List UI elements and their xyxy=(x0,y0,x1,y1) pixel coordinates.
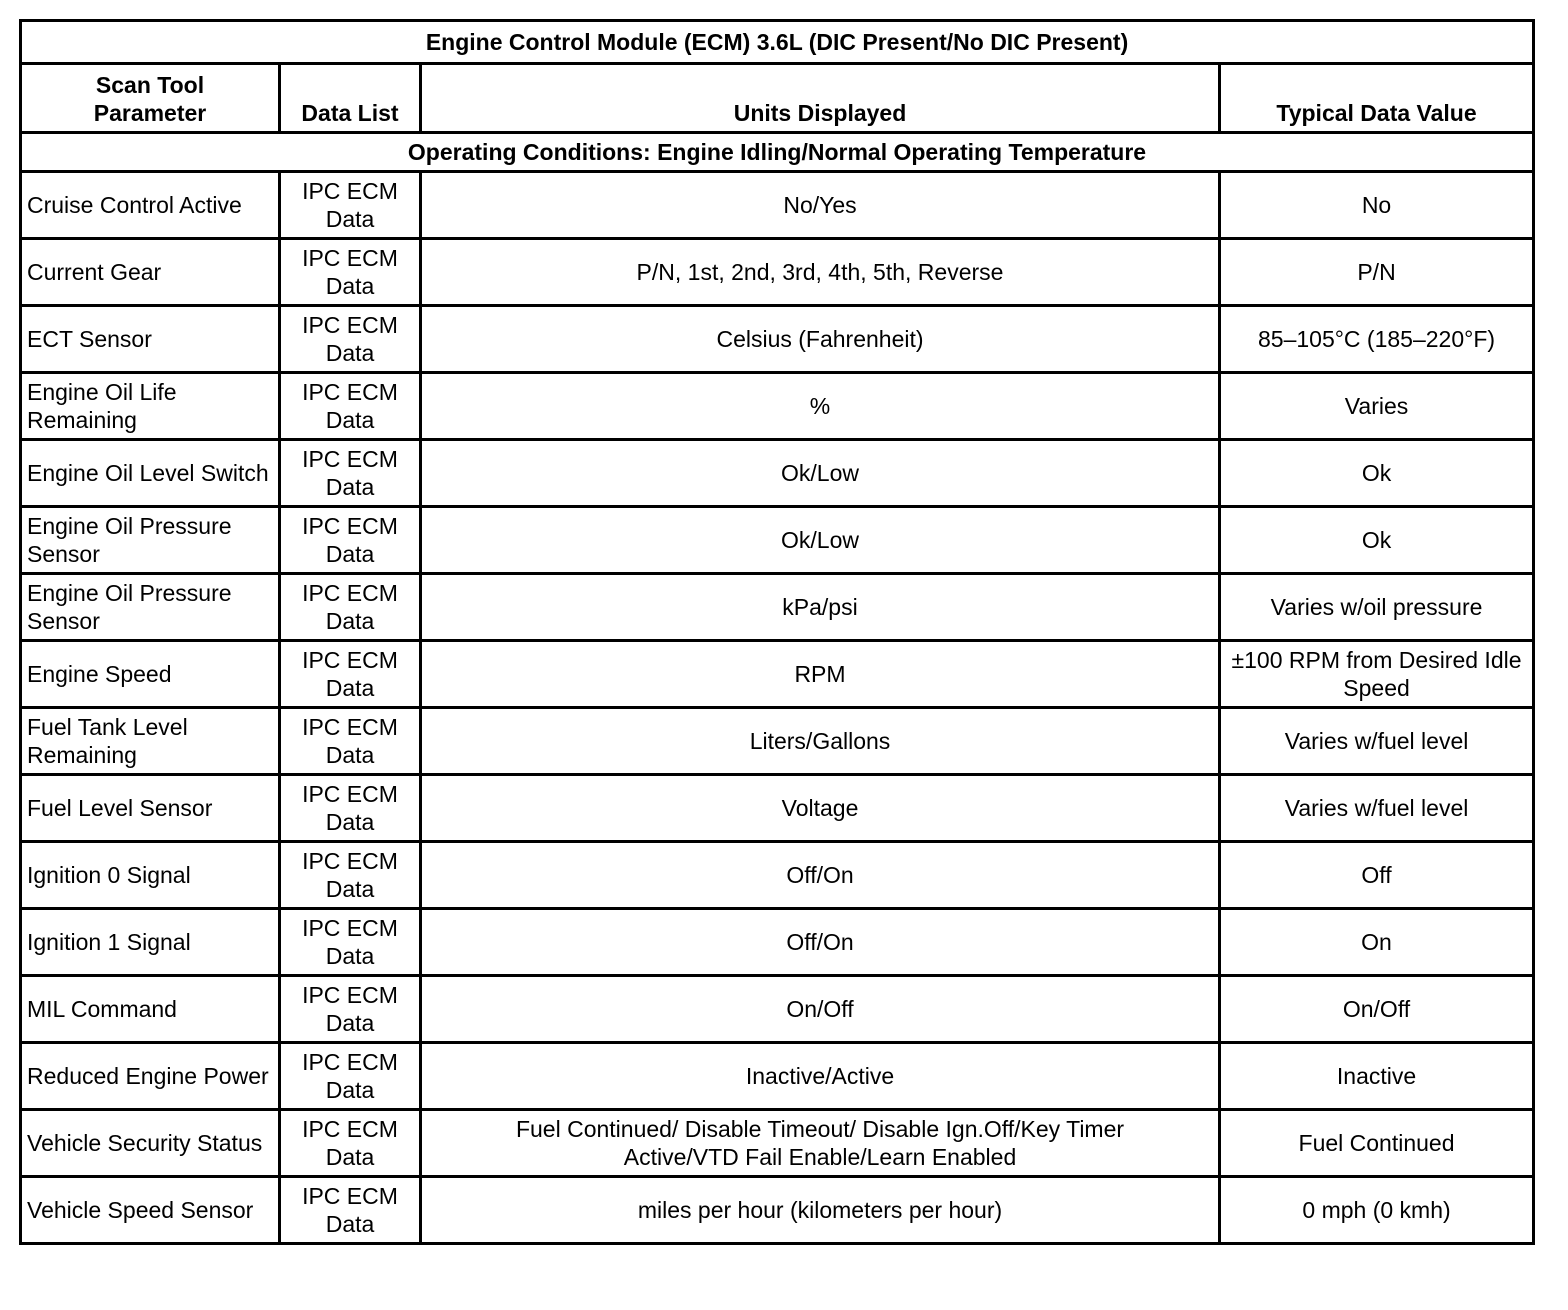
row-parameter: Engine Speed xyxy=(21,641,280,708)
row-data-list: IPC ECM Data xyxy=(280,976,421,1043)
row-parameter: MIL Command xyxy=(21,976,280,1043)
row-parameter: Engine Oil Life Remaining xyxy=(21,373,280,440)
row-data-list: IPC ECM Data xyxy=(280,641,421,708)
row-units: Voltage xyxy=(421,775,1220,842)
row-data-list: IPC ECM Data xyxy=(280,440,421,507)
row-typical: 0 mph (0 kmh) xyxy=(1220,1177,1534,1244)
row-units: miles per hour (kilometers per hour) xyxy=(421,1177,1220,1244)
row-data-list: IPC ECM Data xyxy=(280,708,421,775)
header-units: Units Displayed xyxy=(421,64,1220,133)
row-data-list: IPC ECM Data xyxy=(280,306,421,373)
table-row xyxy=(21,641,1534,708)
table-row xyxy=(21,507,1534,574)
row-typical: ±100 RPM from Desired Idle Speed xyxy=(1220,641,1534,708)
table-title-row xyxy=(21,21,1534,64)
header-typical: Typical Data Value xyxy=(1220,64,1534,133)
row-data-list: IPC ECM Data xyxy=(280,239,421,306)
row-units: Celsius (Fahrenheit) xyxy=(421,306,1220,373)
row-units: Off/On xyxy=(421,842,1220,909)
row-typical: Varies xyxy=(1220,373,1534,440)
row-parameter: ECT Sensor xyxy=(21,306,280,373)
row-units: No/Yes xyxy=(421,172,1220,239)
row-typical: Varies w/fuel level xyxy=(1220,708,1534,775)
row-typical: Inactive xyxy=(1220,1043,1534,1110)
row-parameter: Engine Oil Level Switch xyxy=(21,440,280,507)
row-typical: 85–105°C (185–220°F) xyxy=(1220,306,1534,373)
row-parameter: Vehicle Security Status xyxy=(21,1110,280,1177)
section-row xyxy=(21,133,1534,172)
table-row xyxy=(21,440,1534,507)
table-row xyxy=(21,373,1534,440)
section-title: Operating Conditions: Engine Idling/Normal Operating Temperature xyxy=(21,133,1534,172)
row-parameter: Reduced Engine Power xyxy=(21,1043,280,1110)
row-data-list: IPC ECM Data xyxy=(280,373,421,440)
table-row xyxy=(21,1110,1534,1177)
table-row xyxy=(21,172,1534,239)
row-units: P/N, 1st, 2nd, 3rd, 4th, 5th, Reverse xyxy=(421,239,1220,306)
row-data-list: IPC ECM Data xyxy=(280,1043,421,1110)
row-units: Ok/Low xyxy=(421,507,1220,574)
row-typical: No xyxy=(1220,172,1534,239)
row-typical: On xyxy=(1220,909,1534,976)
row-data-list: IPC ECM Data xyxy=(280,574,421,641)
row-data-list: IPC ECM Data xyxy=(280,507,421,574)
table-title: Engine Control Module (ECM) 3.6L (DIC Present/No DIC Present) xyxy=(21,21,1534,64)
ecm-data-table xyxy=(19,19,1535,1245)
row-typical: Ok xyxy=(1220,440,1534,507)
row-typical: Ok xyxy=(1220,507,1534,574)
table-row xyxy=(21,842,1534,909)
row-typical: Off xyxy=(1220,842,1534,909)
row-units: RPM xyxy=(421,641,1220,708)
row-parameter: Current Gear xyxy=(21,239,280,306)
row-typical: Fuel Continued xyxy=(1220,1110,1534,1177)
row-units: Off/On xyxy=(421,909,1220,976)
table-row xyxy=(21,239,1534,306)
row-typical: On/Off xyxy=(1220,976,1534,1043)
row-data-list: IPC ECM Data xyxy=(280,1177,421,1244)
table-row xyxy=(21,976,1534,1043)
table-row xyxy=(21,1043,1534,1110)
table-row xyxy=(21,1177,1534,1244)
row-units: Ok/Low xyxy=(421,440,1220,507)
row-parameter: Cruise Control Active xyxy=(21,172,280,239)
row-parameter: Engine Oil Pressure Sensor xyxy=(21,574,280,641)
row-parameter: Engine Oil Pressure Sensor xyxy=(21,507,280,574)
header-data-list: Data List xyxy=(280,64,421,133)
row-parameter: Fuel Tank Level Remaining xyxy=(21,708,280,775)
table-row xyxy=(21,909,1534,976)
row-units: kPa/psi xyxy=(421,574,1220,641)
row-parameter: Ignition 0 Signal xyxy=(21,842,280,909)
row-data-list: IPC ECM Data xyxy=(280,775,421,842)
row-typical: P/N xyxy=(1220,239,1534,306)
row-units: On/Off xyxy=(421,976,1220,1043)
header-row xyxy=(21,64,1534,133)
row-data-list: IPC ECM Data xyxy=(280,842,421,909)
row-typical: Varies w/fuel level xyxy=(1220,775,1534,842)
row-units: Inactive/Active xyxy=(421,1043,1220,1110)
row-units: Fuel Continued/ Disable Timeout/ Disable Ign.Off/Key Timer Active/VTD Fail Enable/Learn Enabled xyxy=(421,1110,1220,1177)
header-parameter: Scan Tool Parameter xyxy=(21,64,280,133)
row-units: Liters/Gallons xyxy=(421,708,1220,775)
row-units: % xyxy=(421,373,1220,440)
table-row xyxy=(21,574,1534,641)
row-parameter: Fuel Level Sensor xyxy=(21,775,280,842)
row-data-list: IPC ECM Data xyxy=(280,909,421,976)
row-typical: Varies w/oil pressure xyxy=(1220,574,1534,641)
table-row xyxy=(21,708,1534,775)
row-data-list: IPC ECM Data xyxy=(280,1110,421,1177)
row-data-list: IPC ECM Data xyxy=(280,172,421,239)
row-parameter: Ignition 1 Signal xyxy=(21,909,280,976)
table-row xyxy=(21,775,1534,842)
table-row xyxy=(21,306,1534,373)
row-parameter: Vehicle Speed Sensor xyxy=(21,1177,280,1244)
